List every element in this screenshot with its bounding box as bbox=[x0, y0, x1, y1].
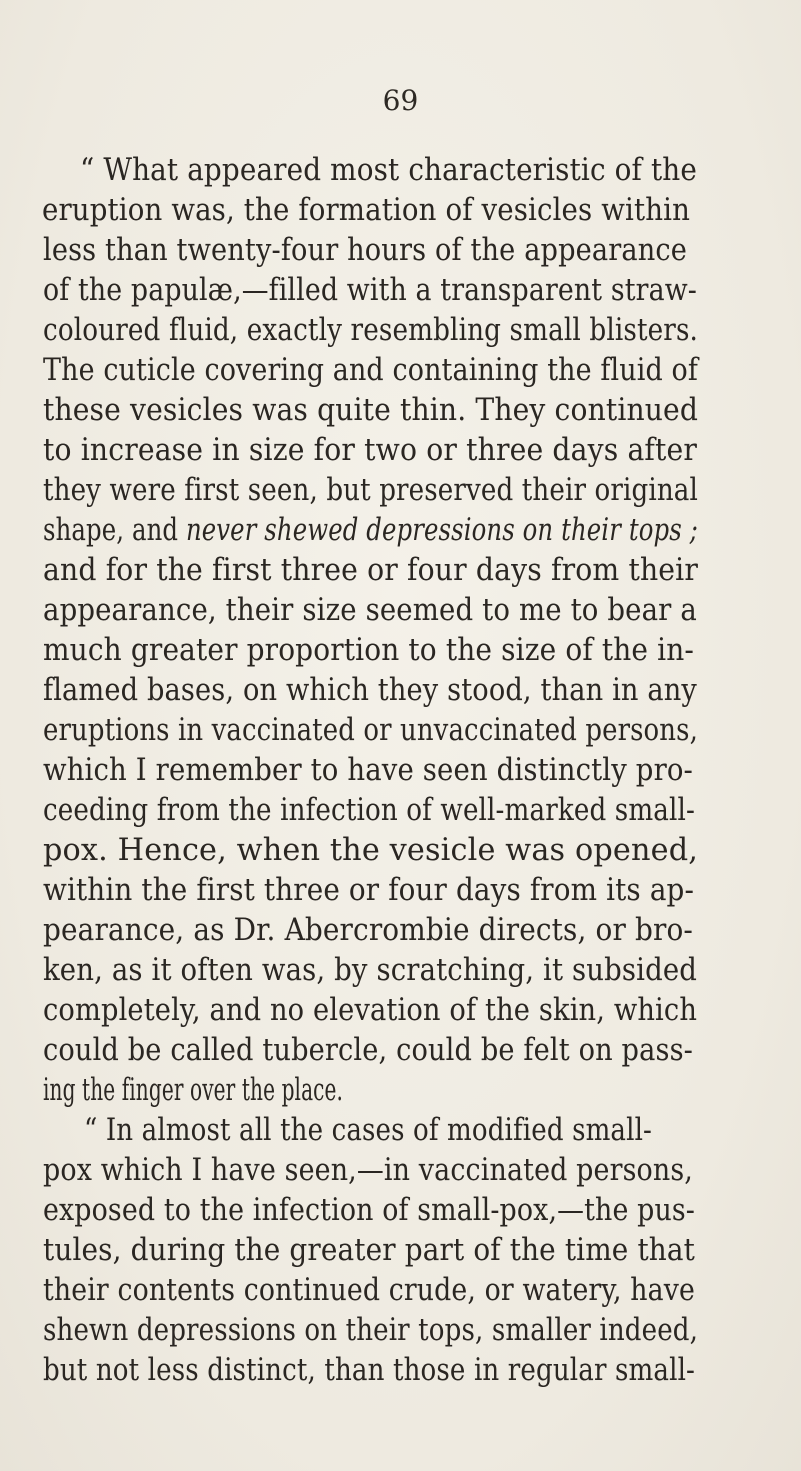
text-line: they were first seen, but preserved their original bbox=[43, 473, 698, 508]
text-line: much greater proportion to the size of the in- bbox=[43, 633, 695, 668]
text-line: exposed to the infection of small-pox,—the pus- bbox=[43, 1193, 696, 1228]
text-line: of the papulæ,—filled with a transparent straw- bbox=[43, 273, 698, 308]
text-line bbox=[0, 513, 801, 549]
text-line: within the first three or four days from its ap- bbox=[43, 873, 695, 908]
text-line: but not less distinct, than those in regular small- bbox=[43, 1353, 696, 1388]
text-line: “ In almost all the cases of modified small- bbox=[84, 1113, 653, 1148]
text-line: shewn depressions on their tops, smaller indeed, bbox=[43, 1313, 699, 1348]
text-line: these vesicles was quite thin. They continued bbox=[43, 393, 699, 428]
text-line: tules, during the greater part of the time that bbox=[43, 1233, 696, 1268]
text-line: pox. Hence, when the vesicle was opened, bbox=[43, 833, 699, 868]
text-line: ceeding from the infection of well-marked small- bbox=[43, 793, 695, 828]
text-line: appearance, their size seemed to me to bear a bbox=[43, 593, 697, 628]
text-line: eruptions in vaccinated or unvaccinated persons, bbox=[43, 713, 698, 748]
text-line: which I remember to have seen distinctly pro- bbox=[43, 753, 693, 788]
text-line: flamed bases, on which they stood, than in any bbox=[43, 673, 697, 708]
text-line: completely, and no elevation of the skin, which bbox=[43, 993, 698, 1028]
text-line: eruption was, the formation of vesicles within bbox=[42, 193, 691, 228]
text-line: and for the first three or four days from their bbox=[43, 553, 698, 588]
text-line: coloured fluid, exactly resembling small blisters. bbox=[43, 313, 699, 348]
text-line: pox which I have seen,—in vaccinated persons, bbox=[43, 1153, 693, 1188]
text-line: ing the finger over the place. bbox=[43, 1073, 343, 1108]
text-line: their contents continued crude, or watery, have bbox=[43, 1273, 695, 1308]
text-line-mixed: shape, and never shewed depressions on their tops ; bbox=[43, 513, 699, 548]
page-number: 69 bbox=[382, 84, 419, 117]
text-line: to increase in size for two or three days after bbox=[43, 433, 698, 468]
text-line: pearance, as Dr. Abercrombie directs, or bro- bbox=[43, 913, 693, 948]
text-line: “ What appeared most characteristic of the bbox=[80, 153, 697, 188]
text-line: The cuticle covering and containing the fluid of bbox=[43, 353, 699, 388]
text-line: could be called tubercle, could be felt on pass- bbox=[43, 1033, 694, 1068]
text-line: less than twenty-four hours of the appearance bbox=[43, 233, 687, 268]
text-line: ken, as it often was, by scratching, it subsided bbox=[43, 953, 698, 988]
